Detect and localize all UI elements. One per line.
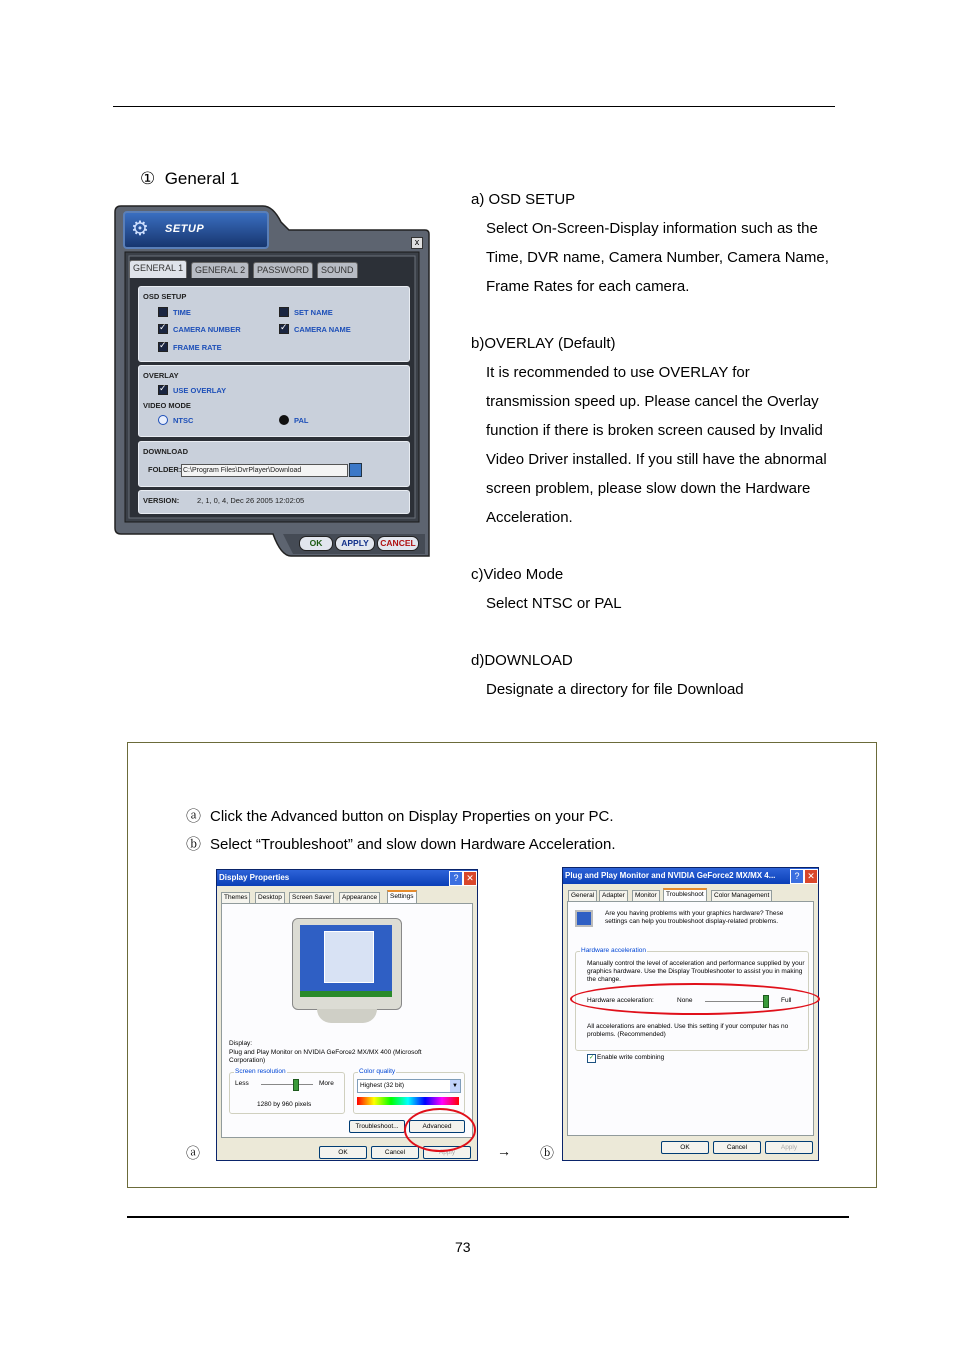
- help-button[interactable]: ?: [449, 871, 463, 886]
- step-a: [186, 805, 614, 826]
- item-heading: b)OVERLAY (Default): [471, 335, 616, 352]
- item-line: Select NTSC or PAL: [486, 595, 622, 612]
- frame-rate-checkbox[interactable]: [158, 342, 168, 352]
- more-label: More: [319, 1080, 334, 1087]
- tab-general-2[interactable]: GENERAL 2: [191, 262, 249, 278]
- display-value: Plug and Play Monitor on NVIDIA GeForce2 MX/MX 400 (Microsoft Corporation): [229, 1049, 422, 1064]
- color-quality-label: Color quality: [359, 1068, 396, 1075]
- camera-number-label: CAMERA NUMBER: [173, 325, 241, 334]
- tab-general[interactable]: General: [568, 890, 597, 901]
- acceleration-note: All accelerations are enabled. Use this setting if your computer has no problems. (Recommended): [587, 1023, 789, 1038]
- item-line: function if there is broken screen caused by Invalid: [486, 422, 823, 439]
- header-rule: [113, 106, 835, 107]
- step-marker: ⓐ: [186, 808, 202, 825]
- help-button[interactable]: ?: [790, 869, 804, 884]
- chevron-down-icon[interactable]: ▼: [450, 1080, 460, 1092]
- arrow-icon: →: [497, 1143, 511, 1159]
- set-name-label: SET NAME: [294, 308, 333, 317]
- folder-label: FOLDER:: [148, 465, 182, 474]
- tab-settings[interactable]: Settings: [387, 890, 417, 904]
- time-checkbox[interactable]: [158, 307, 168, 317]
- dvr-title-bar: [123, 211, 269, 249]
- ok-button[interactable]: OK: [661, 1141, 709, 1154]
- item-line: Acceleration.: [486, 509, 573, 526]
- screen-resolution-label: Screen resolution: [235, 1068, 286, 1075]
- monitor-icon: [575, 910, 593, 927]
- item-line: screen problem, please slow down the Hardware: [486, 480, 811, 497]
- resolution-slider-track[interactable]: [261, 1084, 313, 1085]
- item-line: Video Driver installed. If you still have the abnormal: [486, 451, 827, 468]
- item-heading: c)Video Mode: [471, 566, 564, 583]
- tab-troubleshoot[interactable]: Troubleshoot: [663, 888, 707, 902]
- section-title: [140, 169, 239, 189]
- tab-monitor[interactable]: Monitor: [632, 890, 660, 901]
- tab-general-1[interactable]: GENERAL 1: [129, 260, 187, 278]
- cancel-button[interactable]: CANCEL: [377, 536, 419, 551]
- time-label: TIME: [173, 308, 191, 317]
- tab-sound[interactable]: SOUND: [317, 262, 358, 278]
- tab-adapter[interactable]: Adapter: [599, 890, 628, 901]
- color-quality-select[interactable]: [357, 1079, 461, 1093]
- tab-themes[interactable]: Themes: [221, 892, 250, 903]
- hardware-acceleration-group-label: Hardware acceleration: [581, 947, 647, 954]
- item-heading: d)DOWNLOAD: [471, 652, 573, 669]
- none-label: None: [677, 997, 693, 1004]
- page-number: 73: [455, 1239, 471, 1255]
- troubleshoot-button[interactable]: Troubleshoot...: [349, 1120, 405, 1133]
- monitor-stand: [317, 1009, 377, 1023]
- set-name-checkbox[interactable]: [279, 307, 289, 317]
- item-line: Select On-Screen-Display information such as the: [486, 220, 818, 237]
- ok-button[interactable]: OK: [319, 1146, 367, 1159]
- monitor-properties-title: Plug and Play Monitor and NVIDIA GeForce2 MX/MX 4...: [563, 868, 818, 884]
- cancel-button[interactable]: Cancel: [713, 1141, 761, 1154]
- item-line: Designate a directory for file Download: [486, 681, 744, 698]
- close-button[interactable]: x: [411, 237, 423, 249]
- pal-label: PAL: [294, 416, 309, 425]
- camera-name-checkbox[interactable]: [279, 324, 289, 334]
- highlight-ellipse-advanced: [404, 1108, 476, 1152]
- advanced-button[interactable]: Advanced: [409, 1120, 465, 1133]
- item-line: Frame Rates for each camera.: [486, 278, 690, 295]
- overlay-label: OVERLAY: [143, 371, 179, 380]
- monitor-icon: [292, 918, 402, 1010]
- display-label: Display:: [229, 1040, 253, 1047]
- item-video-mode: [471, 560, 871, 618]
- cancel-button[interactable]: Cancel: [371, 1146, 419, 1159]
- use-overlay-checkbox[interactable]: [158, 385, 168, 395]
- close-button[interactable]: ✕: [804, 869, 818, 884]
- ntsc-label: NTSC: [173, 416, 194, 425]
- section-marker: ①: [140, 169, 156, 188]
- camera-number-checkbox[interactable]: [158, 324, 168, 334]
- item-line: Time, DVR name, Camera Number, Camera Name,: [486, 249, 829, 266]
- ok-button[interactable]: OK: [299, 536, 333, 551]
- hw-description: Manually control the level of acceleration and performance supplied by your graphics hardware. Use the Display Troubleshooter to assist you in making the change.: [587, 960, 805, 983]
- write-combining-label: Enable write combining: [597, 1054, 665, 1061]
- frame-rate-label: FRAME RATE: [173, 343, 222, 352]
- camera-name-label: CAMERA NAME: [294, 325, 351, 334]
- item-osd-setup: [471, 185, 871, 301]
- version-value: 2, 1, 0, 4, Dec 26 2005 12:02:05: [197, 496, 305, 505]
- item-line: It is recommended to use OVERLAY for: [486, 364, 750, 381]
- folder-input[interactable]: C:\Program Files\DvrPlayer\Download: [181, 464, 348, 477]
- dvr-setup-dialog: [113, 204, 431, 558]
- highlight-ellipse-acceleration: [570, 983, 820, 1015]
- footer-rule: [127, 1216, 849, 1218]
- full-label: Full: [781, 997, 792, 1004]
- item-line: transmission speed up. Please cancel the Overlay: [486, 393, 819, 410]
- resolution-value: 1280 by 960 pixels: [257, 1101, 312, 1108]
- item-heading: a) OSD SETUP: [471, 191, 576, 208]
- step-text: Select “Troubleshoot” and slow down Hardware Acceleration.: [210, 836, 616, 853]
- dvr-title-text: SETUP: [165, 223, 205, 235]
- hw-acceleration-label: Hardware acceleration:: [587, 997, 654, 1004]
- gear-icon: ⚙: [131, 218, 149, 240]
- tab-appearance[interactable]: Appearance: [339, 892, 380, 903]
- osd-label: OSD SETUP: [143, 292, 187, 301]
- color-quality-value: Highest (32 bit): [360, 1082, 405, 1089]
- step-marker: ⓑ: [186, 836, 202, 853]
- label-a: ⓐ: [186, 1145, 200, 1161]
- version-label: VERSION:: [143, 496, 180, 505]
- section-title-text: General 1: [164, 169, 240, 188]
- display-properties-title: Display Properties: [217, 870, 477, 886]
- step-text: Click the Advanced button on Display Properties on your PC.: [210, 808, 614, 825]
- tab-color-management[interactable]: Color Management: [711, 890, 772, 901]
- step-b: [186, 833, 615, 854]
- apply-button[interactable]: Apply: [765, 1141, 813, 1154]
- download-label: DOWNLOAD: [143, 447, 188, 456]
- apply-button[interactable]: APPLY: [335, 536, 375, 551]
- close-button[interactable]: ✕: [463, 871, 477, 886]
- video-mode-label: VIDEO MODE: [143, 401, 191, 410]
- use-overlay-label: USE OVERLAY: [173, 386, 227, 395]
- tab-screen-saver[interactable]: Screen Saver: [289, 892, 334, 903]
- resolution-slider-thumb[interactable]: [293, 1079, 299, 1091]
- write-combining-checkbox[interactable]: ✓: [588, 1055, 595, 1061]
- intro-text: Are you having problems with your graphics hardware? These settings can help you troubleshoot display-related problems.: [605, 910, 784, 925]
- pal-radio[interactable]: [279, 415, 289, 425]
- item-overlay: [471, 329, 871, 532]
- color-spectrum-bar: [357, 1097, 459, 1105]
- item-download: [471, 646, 871, 704]
- ntsc-radio[interactable]: [158, 415, 168, 425]
- folder-icon[interactable]: [349, 463, 362, 477]
- tab-password[interactable]: PASSWORD: [253, 262, 313, 278]
- less-label: Less: [235, 1080, 249, 1087]
- label-b: ⓑ: [540, 1145, 554, 1161]
- apply-button[interactable]: Apply: [423, 1146, 471, 1159]
- tab-desktop[interactable]: Desktop: [255, 892, 285, 903]
